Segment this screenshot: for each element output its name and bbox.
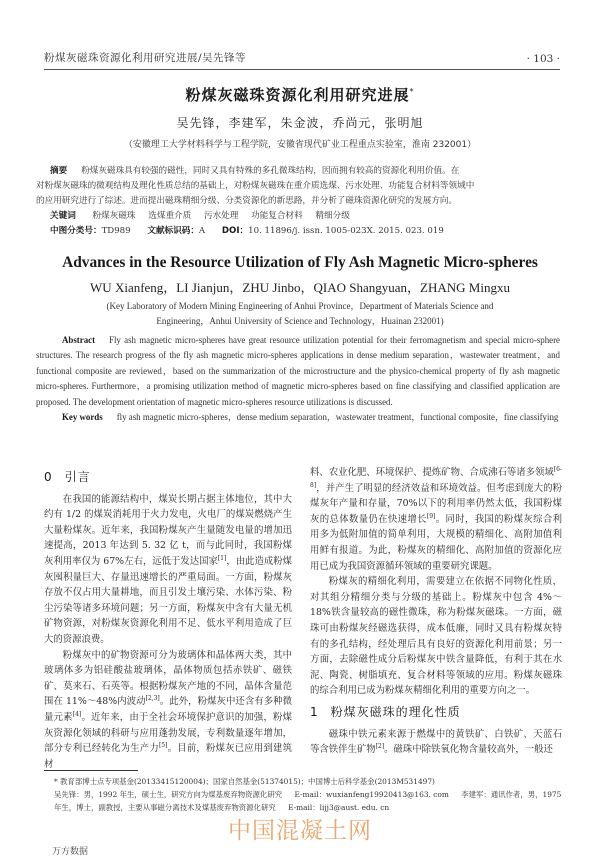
english-abstract-label: Abstract [62,335,96,345]
citation-ref[interactable]: [9] [426,512,436,520]
keyword: 选煤重介质 [148,211,192,221]
body-paragraph [44,492,292,648]
chinese-keywords-label: 关键词 [50,211,76,221]
clc-value: TD989 [101,226,131,236]
citation-ref[interactable]: [5] [158,742,168,750]
paragraph-text: 。目前，粉煤灰已应用到建筑材 [44,743,292,770]
paragraph-text: 。此外，粉煤灰中还含有多种微量元素 [44,696,292,723]
english-affiliation-line: Engineering，Anhui University of Science and Technology，Huainan 232001) [156,316,444,326]
classification-row [50,224,560,239]
author1-email[interactable]: E-mail：wuxianfeng19920413@163. com [294,790,449,799]
right-column [310,465,562,758]
author2-email[interactable]: E-mail：lijj3@aust. edu. cn [288,803,390,812]
running-head [44,50,560,70]
citation-ref[interactable]: [6-8] [310,466,562,489]
paragraph-text: 磁珠中铁元素来源于燃煤中的黄铁矿、白铁矿、天蓝石等含铁伴生矿物 [310,728,562,756]
doc-code-value: A [198,226,206,236]
english-title: Advances in the Resource Utilization of Fly Ash Magnetic Micro-spheres [62,254,538,271]
watermark: 中国混凝土网 [228,818,372,844]
english-abstract-block [36,333,560,425]
chinese-abstract-line: 对粉煤灰磁珠的微观结构及理化性质总结的基础上，对粉煤灰磁珠在重介质选煤、污水处理、功能复合材料等领域中 [36,181,475,191]
section-heading-introduction: 0 引言 [44,470,91,484]
funding-footnote-mark: * [409,87,415,96]
paragraph-text: 。近年来，由于全社会环境保护意识的加强，粉煤灰资源化领域的科研与应用蓬勃发展，专利数量逐年增加，部分专利已经转化为生产力 [44,711,292,755]
paragraph-text: ，并产生了明显的经济效益和环境效益。但考虑到庞大的粉煤灰年产量和存量，70%以下的利用率仍然太低，我国粉煤灰的总体数量仍在快速增长 [310,482,562,525]
left-paragraphs [44,492,292,773]
footnote-rule [44,770,138,771]
chinese-title-text: 粉煤灰磁珠资源化利用研究进展 [185,86,410,104]
english-keywords-text: fly ash magnetic micro-spheres，dense medium separation，wastewater treatment，functional composite，fine classifying [116,412,559,423]
right-paragraphs [310,465,562,699]
paragraph-text: ，由此造成粉煤灰囤积量巨大、存量迅速增长的严重局面。一方面，粉煤灰存放不仅占用大量耕地，而且引发土壤污染、水体污染、粉尘污染等诸多环境问题；另一方面，粉煤灰中含有大量无机矿物资源，对粉煤灰资源化利用不足、低水平利用造成了巨大的资源浪费。 [44,555,292,645]
paragraph-text: 料、农业化肥、环境保护、提炼矿物、合成沸石等诸多领域 [310,467,554,478]
english-abstract [36,333,560,410]
english-affiliation [40,299,560,329]
chinese-abstract-block [36,164,560,239]
paragraph-text: 。同时，我国的粉煤灰综合利用多为低附加值的简单利用，大规模的精细化、高附加值利用鲜有报道。为此，粉煤灰的精细化、高附加值的资源化应用已成为我国资源循环领域的重要研究课题。 [310,513,562,572]
database-mark: 万方数据 [52,847,89,857]
left-column [44,470,292,772]
page-number: · 103 · [526,53,560,65]
chinese-abstract-line: 的应用研究进行了综述。进而提出磁珠精细分级、分类资源化的新思路，并分析了磁珠资源化研究的发展方向。 [36,196,458,206]
doc-code-label: 文献标识码： [147,226,199,236]
english-affiliation-line: (Key Laboratory of Modern Mining Engineering of Anhui Province，Department of Materials Science and [106,301,494,311]
body-paragraph [310,465,562,574]
funding-footnote: * 教育部博士点专项基金(20133415120004)；国家自然基金(51374015)；中国博士后科学基金(2013M531497) [54,777,435,786]
author-footnote: 吴先锋：男，1992 年生，硕士生，研究方向为煤基废弃物资源化研究 E-mail：wuxianfeng19920413@163. com 李建军：通讯作者，男，1975 年生，博士，副教授，主要从事磁分离技术及煤基废弃物资源化研究 E-mail：lijj3@aust. edu. cn [54,790,562,812]
paragraph-text: 在我国的能源结构中，煤炭长期占据主体地位，其中大约有 1/2 的煤炭消耗用于火力发电，火电厂的煤炭燃烧产生大量粉煤灰。近年来，我国粉煤灰产生量随发电量的增加迅速提高，2013 年达到 5. 32 亿 t，而与此同时，我国粉煤灰利用率仅为 67%左右，远低于发达国家 [44,493,292,567]
english-authors: WU Xianfeng，LI Jianjun，ZHU Jinbo，QIAO Shangyuan，ZHANG Mingxu [90,280,510,295]
body-paragraph [310,727,562,758]
keyword: 功能复合材料 [251,211,303,221]
keyword: 污水处理 [203,211,239,221]
section-heading-properties: 1 粉煤灰磁珠的理化性质 [310,704,461,719]
english-keywords-label: Key words [62,412,103,423]
doi-value: 10. 11896/j. issn. 1005-023X. 2015. 023. 019 [248,226,444,236]
chinese-authors: 吴先锋，李建军，朱金波，乔尚元，张明旭 [176,116,424,130]
chinese-keywords [50,209,560,224]
chinese-title [0,84,600,105]
keyword: 粉煤灰磁珠 [92,211,136,221]
citation-ref[interactable]: [1] [217,554,227,562]
paragraph-text: 。磁珠中除铁氧化物含量较高外，一般还 [384,744,553,756]
english-abstract-text: Fly ash magnetic micro-spheres have great resource utilization potential for their ferromagnetism and special micro-sphere structures. The research progress of the fly ash magnetic micro-spheres applications in dense medium separation，wastewater treatment，and functional composite are reviewed，based on the summarization of the microstructure and the physico-chemical property of fly ash magnetic micro-spheres. Furthermore，a promising utilization method of magnetic micro-spheres based on fine classifying and classified application are proposed. The development orientation of magnetic micro-spheres resource utilizations is discussed. [36,335,560,407]
chinese-abstract-label: 摘要 [50,166,68,176]
chinese-abstract-line: 摘要 粉煤灰磁珠具有较强的磁性，同时又具有特殊的多孔微珠结构，因而拥有较高的资源化利用价值。在 [50,166,460,176]
citation-ref[interactable]: [4] [72,710,82,718]
english-keywords [36,410,560,425]
right-paragraphs-after [310,727,562,758]
citation-ref[interactable]: [2,3] [145,695,160,703]
clc-label: 中图分类号： [50,226,102,236]
running-head-title: 粉煤灰磁珠资源化利用研究进展/吴先锋等 [44,52,247,64]
body-paragraph [310,574,562,699]
paragraph-text: 粉煤灰的精细化利用，需要建立在依据不同物化性质，对其组分精细分类与分级的基础上。粉煤灰中包含 4%～18%铁含量较高的磁性微珠，称为粉煤灰磁珠。一方面，磁珠可由粉煤灰经磁选获得，成本低廉，同时又具有粉煤灰特有的多孔结构，经处理后具有良好的资源化利用前景；另一方面，去除磁性成分后粉煤灰中铁含量降低，有利于其在水泥、陶瓷、树脂填充、复合材料等领域的应用。粉煤灰磁珠的综合利用已成为粉煤灰精细化利用的重要方向之一。 [310,576,562,697]
body-paragraph [44,648,292,773]
doi-label: DOI： [221,226,249,236]
paragraph-text: 粉煤灰中的矿物资源可分为玻璃体和晶体两大类，其中玻璃体多为铝硅酸盐玻璃体，晶体物质包括赤铁矿、磁铁矿、莫来石、石英等。根据粉煤灰产地的不同，晶体含量范围在 11%～48%内波动 [44,649,292,708]
citation-ref[interactable]: [2] [375,743,385,751]
chinese-affiliation: （安徽理工大学材料科学与工程学院，安徽省现代矿业工程重点实验室，淮南 232001） [123,140,477,150]
keyword: 精细分级 [315,211,350,221]
footnotes [44,775,570,814]
